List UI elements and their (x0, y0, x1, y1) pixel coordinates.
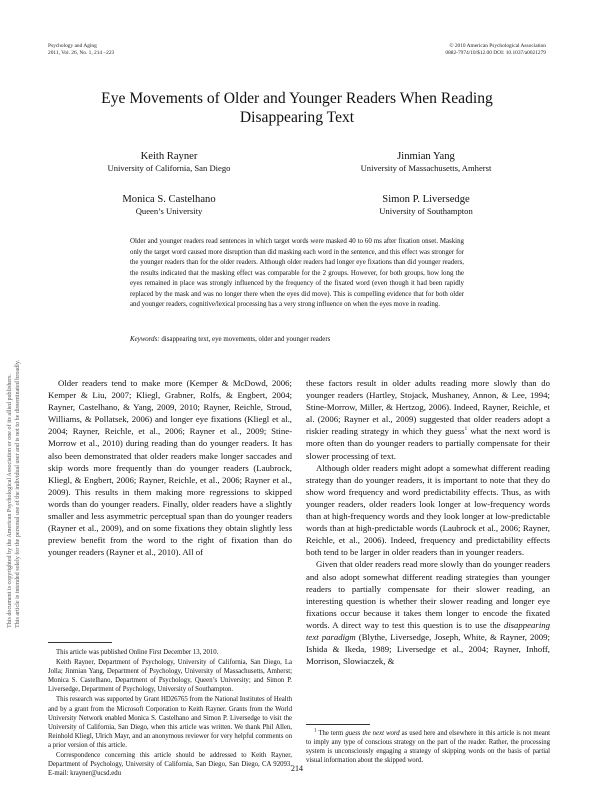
footnote-rule-left (48, 642, 112, 643)
body-column-left (48, 377, 292, 558)
author-notes (48, 648, 292, 779)
article-title-line-1: Eye Movements of Older and Younger Readers When Reading (101, 90, 493, 107)
body-text: (Blythe, Liversedge, Joseph, White, & Rayner, 2009; Ishida & Ikeda, 1989; Liversedge et al., 2004; Rayner, Inhoff, Morrison, Slowiaczek, & (306, 631, 550, 667)
author-affiliation: University of Southampton (379, 206, 473, 216)
journal-header-right (320, 43, 546, 57)
author-affiliation: Queen’s University (135, 206, 203, 216)
author-name: Simon P. Liversedge (382, 194, 470, 205)
body-text: these factors result in older adults reading more slowly than do younger readers (Hartley, Stojack, Mushaney, Annon, & Lee, 1994; Stine-Morrow, Miller, & Hertzog, 2006). Indeed, Rayner, Reichle, et al. (2006; Rayner et al., 2009) suggested that older readers adopt a riskier reading strategy in which they guess (306, 378, 550, 437)
abstract: Older and younger readers read sentences in which target words were masked 40 to 60 ms after fixation onset. Masking only the target word caused more disruption than did masking each word in the sentence, and this effect was stronger for the younger readers than for the older readers. Although older readers had longer eye fixations than did younger readers, the results indicated that the masking effect was comparable for the 2 groups. However, for both groups, how long the eyes remained in place was strongly influenced by the frequency of the fixated word (even though it had been rapidly replaced by the mask and was no longer there when the eyes did move). This is compelling evidence that for both older and younger readers, cognitive/lexical processing has a very strong influence on when the eyes move in reading. (130, 238, 464, 308)
copyright-line: © 2010 American Psychological Association (449, 43, 546, 49)
copyright-side-notice (7, 212, 19, 628)
author-name: Jinmian Yang (397, 151, 455, 162)
side-notice-line-1: This document is copyrighted by the American Psychological Association or one of its allied publishers. (7, 373, 13, 628)
author-note: This article was published Online First December 13, 2010. (56, 649, 219, 656)
side-notice-line-2: This article is intended solely for the personal use of the individual user and is not to be disseminated broadly. (15, 359, 21, 628)
body-paragraph: Although older readers might adopt a somewhat different reading strategy than do younger readers, it is important to note that they do show word frequency and word predictability effects. Thus, as with younger readers, older readers look longer at low-frequency words than at high-frequency words and they look longer at low-predictable words than at high-predictable words (Laubrock et al., 2006; Rayner, Reichle, et al., 2006). Indeed, frequency and predictability effects both tend to be larger in older readers than in younger readers. (306, 462, 550, 558)
body-text: what the next word is more often than do younger readers to partially compensate for their slower processing of text. (306, 426, 550, 461)
author-name: Monica S. Castelhano (122, 194, 216, 205)
keywords-label: Keywords: (130, 336, 160, 343)
footnote-marker: 1 (464, 427, 468, 433)
journal-citation: 2011, Vol. 26, No. 1, 214 –223 (48, 50, 115, 56)
footnote-number: 1 (314, 728, 317, 734)
article-title-line-2: Disappearing Text (239, 109, 355, 126)
body-text: Given that older readers read more slowly than do younger readers and also adopt somewhat different reading strategies than younger readers to partially compensate for their slower reading, an interesting question is whether their slower reading and longer eye fixations occur because it takes them longer to encode the fixated words. A direct way to test this question is to use the (306, 559, 550, 630)
footnote-text: $^1$ The term guess the next word as used here and elsewhere in this article is not meant to imply any type of conscious strategy on the part of the reader. Rather, the processing system is unconsciously engaging a strategy of skipping words on the basis of partial visual information about the skipped word. (306, 728, 551, 765)
body-column-right (306, 377, 550, 667)
footnote-rule-right (306, 724, 370, 725)
author-affiliation: University of Massachusetts, Amherst (360, 163, 492, 173)
keywords-list: disappearing text, eye movements, older and younger readers (161, 336, 331, 343)
footnote-emphasis: guess the next word (345, 730, 400, 737)
author-block-3 (54, 193, 284, 217)
article-title (60, 89, 534, 127)
author-block-4 (311, 193, 541, 217)
body-paragraph (306, 558, 550, 667)
author-note: Correspondence concerning this article should be addressed to Keith Rayner, Department of Psychology, University of California, San Diego, San Diego, CA 92093. E-mail: krayner@ucsd.edu (48, 752, 292, 778)
issn-doi-line: 0882-7974/10/$12.00 DOI: 10.1037/a0021279 (445, 50, 546, 56)
author-affiliation: University of California, San Diego (107, 163, 231, 173)
footnote (306, 729, 550, 765)
page-number: 214 (291, 764, 303, 773)
body-emphasis: disappearing text paradigm (306, 619, 550, 642)
author-note: Keith Rayner, Department of Psychology, University of California, San Diego, La Jolla; Jinmian Yang, Department of Psychology, University of Massachusetts, Amherst; Monica S. Castelhano, Department of Psychology, Queen’s University; and Simon P. Liversedge, Department of Psychology, University of Southampton. (48, 659, 292, 694)
author-block-2 (311, 150, 541, 174)
journal-header-left (48, 43, 268, 57)
author-name: Keith Rayner (140, 151, 198, 162)
body-paragraph: Older readers tend to make more (Kemper & McDowd, 2006; Kemper & Liu, 2007; Kliegl, Grabner, Rolfs, & Engbert, 2004; Rayner, Castelhano, & Yang, 2009, 2010; Rayner, Reichle, Stroud, Williams, & Pollatsek, 2006) and longer eye fixations (Kliegl et al., 2004; Rayner, Reichle, et al., 2006; Rayner et al., 2009; Stine-Morrow et al., 2010) during reading than do younger readers. It has also been demonstrated that older readers make longer saccades and skip words more frequently than do younger readers (Laubrock, Kliegl, & Engbert, 2006; Rayner, Reichle, et al., 2006; Rayner et al., 2009). This results in them making more regressions to skipped words than do younger readers. Finally, older readers have a slightly smaller and less asymmetric perceptual span than do younger readers (Rayner et al., 2009), and on some fixations they obtain slightly less preview benefit from the word to the right of fixation than do younger readers (Rayner et al., 2010). All of (48, 378, 292, 558)
author-block-1 (54, 150, 284, 174)
keywords (130, 335, 464, 344)
journal-name: Psychology and Aging (48, 43, 97, 49)
author-note: This research was supported by Grant HD26765 from the National Institutes of Health and by a grant from the Microsoft Corporation to Keith Rayner. Grants from the World University Network enabled Monica S. Castelhano and Simon P. Liversedge to visit the University of California, San Diego, when this article was written. We thank Phil Allen, Reinhold Kliegl, Ulrich Mayr, and an anonymous reviewer for very helpful comments on a prior version of this article. (48, 696, 292, 749)
body-paragraph (306, 377, 550, 462)
